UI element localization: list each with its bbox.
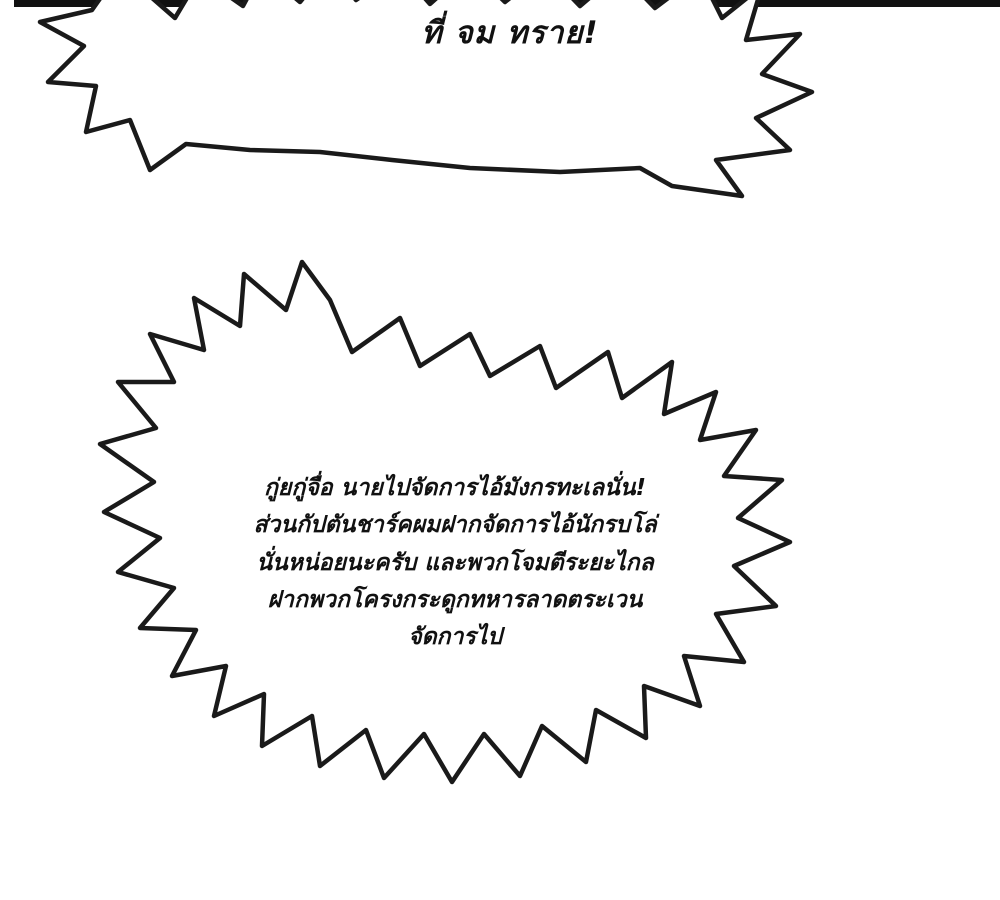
panel-border-gap-left [0,0,14,10]
main-bubble-text: กู่ยกู่จื่อ นายไปจัดการไอ้มังกรทะเลนั่น! ส่วนกัปตันชาร์คผมฝากจัดการไอ้นักรบโล่ นั่นหน่อยนะครับ และพวกโจมตีระยะไกล ฝากพวกโครงกระดูกทหารลาดตระเวน จัดการไป [253,475,657,650]
main-bubble-shape [100,262,790,782]
top-bubble-text: ที่ จม ทราย! [421,15,599,51]
top-bubble-shape [40,0,812,196]
